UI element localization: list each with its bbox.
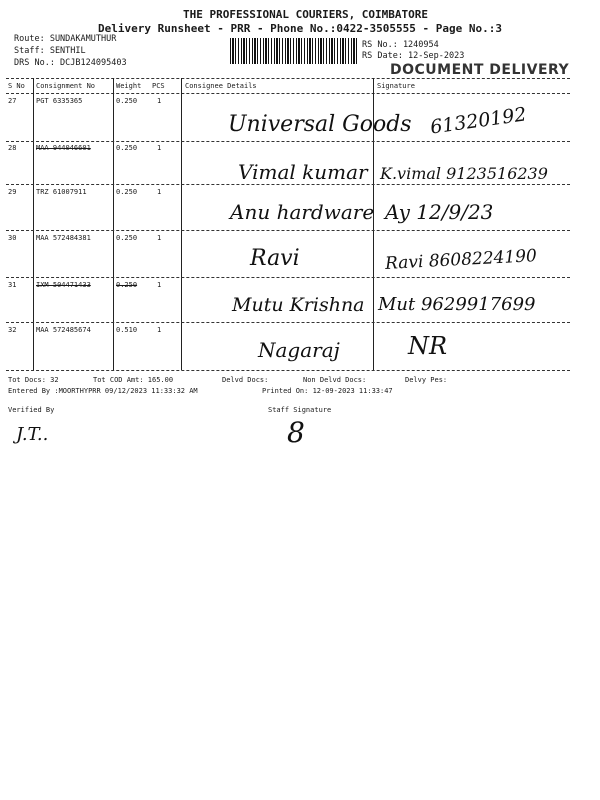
delivered-pieces: Delvy Pes: [405,376,448,384]
row-signature-handwritten: 61320192 [428,103,528,139]
total-docs: Tot Docs: 32 [8,376,59,384]
row-consignment: TRZ 61007911 [36,188,87,196]
staff-signature-label: Staff Signature [268,406,332,414]
col-header-consignment: Consignment No [36,82,96,90]
row-sno: 32 [8,326,17,334]
row-consignee-handwritten: Ravi [250,246,300,271]
row-consignee-handwritten: Anu hardware [230,200,375,224]
row-weight: 0.250 [116,188,138,196]
row-consignment: PGT 6335365 [36,97,83,105]
non-delivered-docs: Non Delvd Docs: [303,376,367,384]
staff-label: Staff: SENTHIL [14,46,86,56]
row-sno: 28 [8,144,17,152]
row-signature-handwritten: NR [408,332,448,360]
row-weight: 0.250 [116,234,138,242]
col-header-weight: Weight [116,82,142,90]
runsheet-subtitle: Delivery Runsheet - PRR - Phone No.:0422-3505555 - Page No.:3 [98,22,502,35]
verified-by-label: Verified By [8,406,55,414]
delivered-docs: Delvd Docs: [222,376,269,384]
row-sno: 29 [8,188,17,196]
row-separator [6,322,570,323]
row-consignment: MAA 572485674 [36,326,91,334]
col-header-signature: Signature [377,82,415,90]
col-divider [113,78,114,370]
row-signature-handwritten: Ravi 8608224190 [384,246,538,274]
col-header-pcs: PCS [152,82,165,90]
row-sno: 31 [8,281,17,289]
row-weight: 0.250 [116,281,138,289]
row-pcs: 1 [157,188,162,196]
printed-on: Printed On: 12-09-2023 11:33:47 [262,387,393,395]
row-consignee-handwritten: Nagaraj [258,338,340,362]
row-consignment: IXM 504471433 [36,281,91,289]
row-separator [6,230,570,231]
row-pcs: 1 [157,281,162,289]
row-signature-handwritten: K.vimal 9123516239 [380,164,548,183]
row-consignment: MAA 944046601 [36,144,91,152]
row-separator [6,141,570,142]
row-sno: 30 [8,234,17,242]
col-header-consignee: Consignee Details [185,82,257,90]
row-pcs: 1 [157,234,162,242]
rs-date: RS Date: 12-Sep-2023 [362,51,465,61]
row-consignment: MAA 572484381 [36,234,91,242]
document-delivery-stamp: DOCUMENT DELIVERY [390,62,570,78]
row-signature-handwritten: Ay 12/9/23 [385,200,494,224]
total-cod-amount: Tot COD Amt: 165.00 [93,376,174,384]
row-weight: 0.510 [116,326,138,334]
col-divider [33,78,34,370]
route-label: Route: SUNDAKAMUTHUR [14,34,117,44]
row-sno: 27 [8,97,17,105]
row-consignee-handwritten: Vimal kumar [238,160,368,184]
row-pcs: 1 [157,97,162,105]
col-header-sno: S No [8,82,25,90]
row-separator [6,184,570,185]
row-weight: 0.250 [116,144,138,152]
table-bottom-rule [6,370,570,371]
table-top-rule [6,78,570,79]
barcode-image [230,38,358,64]
row-consignee-handwritten: Universal Goods [228,112,412,137]
row-consignee-handwritten: Mutu Krishna [232,294,365,316]
verified-by-initials: J.T.. [16,424,49,445]
row-pcs: 1 [157,144,162,152]
table-header-rule [6,93,570,94]
row-weight: 0.250 [116,97,138,105]
entered-by: Entered By :MOORTHYPRR 09/12/2023 11:33:32 AM [8,387,198,395]
row-signature-handwritten: Mut 9629917699 [378,294,536,315]
rs-number: RS No.: 1240954 [362,40,439,50]
row-pcs: 1 [157,326,162,334]
company-title: THE PROFESSIONAL COURIERS, COIMBATORE [183,8,429,21]
col-divider [181,78,182,370]
drs-number: DRS No.: DCJB124095403 [14,58,127,68]
row-separator [6,277,570,278]
staff-signature-mark: 8 [287,416,305,449]
